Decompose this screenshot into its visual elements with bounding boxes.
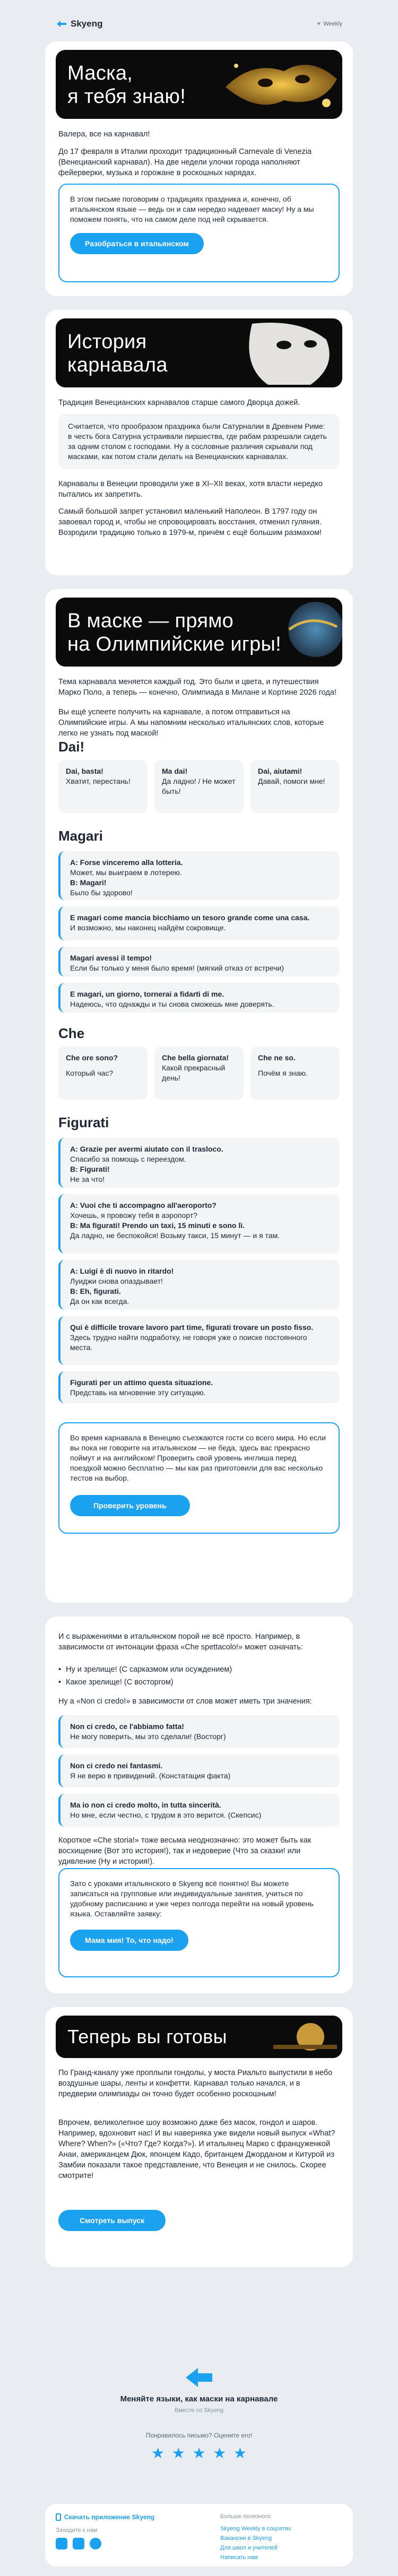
expressions-p1: И с выражениями в итальянском порой не всё просто. Например, в зависимости от интонации фраза «Che spettacolo!» может означать: <box>58 1632 303 1652</box>
footer <box>45 2504 353 2566</box>
dai-card: Ma dai! Да ладно! / Не может быть! <box>154 760 244 813</box>
hero-title: Теперь вы готовы <box>67 2026 227 2047</box>
ready-p2: Впрочем, великолепное шоу возможно даже без масок, гондол и шаров. Например, вдохновит нас! И вы наверняка уже видели новый выпуск «What? Where? When?» («Что? Где? Когда?»). И итальянец Марко с француженкой Анаи, американцем Дюк, японцем Кадо, британцем Джорданом и Китурой из Замбии показали такое представление, что Венеция и не снилось. Скорее смотрите! <box>58 2119 335 2180</box>
che-examples <box>58 1047 340 1100</box>
rate-prompt: Понравилось письмо? Оцените его! <box>145 2432 253 2439</box>
links-title: Больше полезного: <box>220 2513 272 2520</box>
download-app-link[interactable]: Скачать приложение Skyeng <box>64 2513 155 2521</box>
rating-stars <box>151 2444 247 2462</box>
magari-example: Magari avessi il tempo! Если бы только у меня было время! (мягкий отказ от встречи) <box>58 947 340 976</box>
section-heading-che: Che <box>58 1025 85 1041</box>
dai-card: Dai, aiutami! Давай, помоги мне! <box>250 760 340 813</box>
section-history <box>45 310 353 575</box>
history-quote: Считается, что прообразом праздника были Сатурналии в Древнем Риме: в честь бога Сатурна устраивали пиршества, где рабам разрешали сидеть за одним столом с господами. Ну а сословные различия скрывали под масками, как потом стали делать на Венецианских карнавалах. <box>58 414 340 469</box>
tagline: Меняйте языки, как маски на карнавале <box>120 2395 278 2404</box>
social-icons <box>56 2538 101 2549</box>
tagline-sub: Вместе со Skyeng <box>175 2407 223 2414</box>
hero-title: В маске — прямо на Олимпийские игры! <box>67 610 281 655</box>
signup-lessons-button[interactable]: Мама мия! То, что надо! <box>70 1930 188 1951</box>
hero-title: История карнавала <box>67 331 168 376</box>
star-icon[interactable]: ★ <box>192 2445 206 2461</box>
ready-p1: По Гранд-каналу уже проплыли гондолы, у моста Риальто выпустили в небо воздушные шары, ленты и конфетти. Карнавал только начался, и в предверии олимпиады он точно будет особенно роскошным! <box>58 2069 333 2098</box>
magari-example: E magari come mancia bicchiamo un tesoro grande come una casa. И возможно, мы наконец найдём сокровище. <box>58 906 340 940</box>
italian-callout <box>58 184 340 282</box>
footer-link[interactable]: Вакансии в Skyeng <box>220 2535 272 2542</box>
star-icon[interactable]: ★ <box>151 2445 165 2461</box>
golden-mask-image <box>204 50 342 119</box>
bottom-section <box>45 2282 353 2494</box>
skyeng-logo-icon <box>56 20 67 28</box>
figurati-example: Figurati per un attimo questa situazione. Представь на мгновение эту ситуацию. <box>58 1371 340 1403</box>
white-mask-image <box>204 318 342 387</box>
greeting: Валера, все на карнавал! <box>58 130 150 139</box>
hero-banner-mask <box>56 50 342 119</box>
section-heading-dai: Dai! <box>58 739 85 755</box>
hero-title: Маска, я тебя знаю! <box>67 62 186 108</box>
history-p2: Карнавалы в Венеции проводили уже в XI–XII веках, хотя власти нередко пытались их запретить. <box>58 480 323 499</box>
figurati-example: A: Vuoi che ti accompagno all'aeroporto? Хочешь, я провожу тебя в аэропорт? B: Ma figurati! Prendo un taxi, 15 minuti e sono lì. Да ладно, не беспокойся! Возьму такси, 15 минут — и я там. <box>58 1194 340 1254</box>
learn-italian-button[interactable]: Разобраться в итальянском <box>70 233 204 254</box>
non-ci-credo-example: Ma io non ci credo molto, in tutta sincerità. Но мне, если честно, с трудом в это верится. (Скепсис) <box>58 1794 340 1827</box>
telegram-icon[interactable] <box>90 2538 101 2549</box>
meaning-item: • Какое зрелище! (С восторгом) <box>58 1677 340 1688</box>
section-expressions <box>45 1617 353 1993</box>
app-download <box>56 2513 154 2521</box>
brand-name: Skyeng <box>71 19 103 29</box>
expressions-p3: Короткое «Che storia!» тоже весьма неоднозначно: это может быть как восхищение (Вот это история!), так и недоверие (Что за сказки! или удивление (Ну и история!). <box>58 1836 312 1866</box>
callout-text: В этом письме поговорим о традициях праздника и, конечно, об итальянском языке — ведь он и сам нередко надевает маску! Ну а мы поможем понять, что на самом деле под ней скрывается. <box>70 195 314 223</box>
phone-icon <box>56 2513 61 2521</box>
section-heading-magari: Magari <box>58 828 103 844</box>
footer-link[interactable]: Написать нам <box>220 2554 258 2561</box>
figurati-example: Qui è difficile trovare lavoro part time, figurati trovare un posto fisso. Здесь трудно найти подработку, не говоря уже о поиске постоянного места. <box>58 1316 340 1365</box>
dai-card: Dai, basta! Хватит, перестань! <box>58 760 148 813</box>
expressions-p2: Ну а «Non ci credo!» в зависимости от слов может иметь три значения: <box>58 1697 312 1706</box>
figurati-example: A: Grazie per avermi aiutato con il trasloco. Спасибо за помощь с переездом. B: Figurati! Не за что! <box>58 1138 340 1188</box>
callout-text: Во время карнавала в Венецию съезжаются гости со всего мира. Но если вы пока не говорите на итальянском — не беда, здесь вас прекрасно поймут и на английском! Проверить свой уровень инглиша перед поездкой можно бесплатно — мы как раз приготовили для вас несколько тестов на выбор. <box>70 1433 326 1482</box>
magari-example: A: Forse vinceremo alla lotteria. Может, мы выиграем в лотерею. B: Magari! Было бы здорово! <box>58 851 340 900</box>
email-header <box>45 11 353 37</box>
footer-links <box>220 2524 291 2562</box>
dai-examples <box>58 760 340 813</box>
hero-banner-ready <box>56 2016 342 2058</box>
che-card: Che ne so. Почём я знаю. <box>250 1047 340 1100</box>
check-level-button[interactable]: Проверить уровень <box>70 1495 190 1516</box>
weekly-badge: ♥ Weekly <box>317 21 342 27</box>
hero-banner-history <box>56 318 342 387</box>
star-icon[interactable]: ★ <box>213 2445 227 2461</box>
heart-icon: ♥ <box>317 21 321 27</box>
history-lead: Традиция Венецианских карнавалов старше самого Дворца дожей. <box>58 399 300 407</box>
star-icon[interactable]: ★ <box>233 2445 247 2461</box>
non-ci-credo-example: Non ci credo, ce l'abbiamo fatta! Не могу поверить, мы это сделали! (Восторг) <box>58 1715 340 1748</box>
section-intro <box>45 41 353 296</box>
intro-text: До 17 февраля в Италии проходит традиционный Carnevale di Venezia (Венецианский карнавал). На две недели улочки города наполняют фейерверки, музыка и горожане в роскошных нарядах. <box>58 148 312 177</box>
callout-text: Зато с уроками итальянского в Skyeng всё понятно! Вы можете записаться на групповые или индивидуальные занятия, учиться по удобному расписанию и уже через полгода перейти на новый уровень языка. Оставляйте заявку: <box>70 1879 314 1918</box>
section-ready <box>45 2007 353 2267</box>
non-ci-credo-example: Non ci credo nei fantasmi. Я не верю в привидений. (Констатация факта) <box>58 1754 340 1787</box>
spettacolo-meanings <box>58 1662 340 1688</box>
skyeng-arrow-icon <box>183 2367 215 2388</box>
footer-link[interactable]: Для школ и учителей <box>220 2545 278 2551</box>
footer-link[interactable]: Skyeng Weekly в соцсетях <box>220 2526 291 2532</box>
vk-icon[interactable] <box>56 2538 67 2549</box>
watch-episode-button[interactable]: Смотреть выпуск <box>58 2210 166 2231</box>
section-olympics <box>45 589 353 1603</box>
hero-banner-olympics <box>56 598 342 667</box>
magari-example: E magari, un giorno, tornerai a fidarti di me. Надеюсь, что однажды и ты снова сможешь мне доверять. <box>58 983 340 1013</box>
level-test-callout <box>58 1422 340 1534</box>
star-icon[interactable]: ★ <box>171 2445 185 2461</box>
olympics-p1: Тема карнавала меняется каждый год. Это были и цвета, и путешествия Марко Поло, а теперь — конечно, Олимпиада в Милане и Кортине 2026 года! <box>58 678 336 697</box>
che-card: Che ore sono? Который час? <box>58 1047 148 1100</box>
section-heading-figurati: Figurati <box>58 1114 109 1130</box>
social-label: Заходите к нам <box>56 2527 98 2534</box>
italian-lessons-callout <box>58 1868 340 1977</box>
figurati-example: A: Luigi è di nuovo in ritardo! Луиджи снова опаздывает! B: Eh, figurati. Да он как всегда. <box>58 1260 340 1310</box>
history-p3: Самый большой запрет установил маленький Наполеон. В 1797 году он завоевал город и, чтобы не спровоцировать восстания, отменил гуляния. Возродили традицию только в 1979-м, причём с ещё большим размахом! <box>58 507 322 537</box>
meaning-item: • Ну и зрелище! (С сарказмом или осуждением) <box>58 1664 340 1675</box>
che-card: Che bella giornata! Какой прекрасный день! <box>154 1047 244 1100</box>
olympics-p2: Вы ещё успеете получить на карнавале, а потом отправиться на Олимпийские игры. А мы напомним несколько итальянских слов, которые легко не узнать под маской! <box>58 708 324 738</box>
youtube-icon[interactable] <box>73 2538 84 2549</box>
skyeng-logo[interactable] <box>56 19 102 29</box>
